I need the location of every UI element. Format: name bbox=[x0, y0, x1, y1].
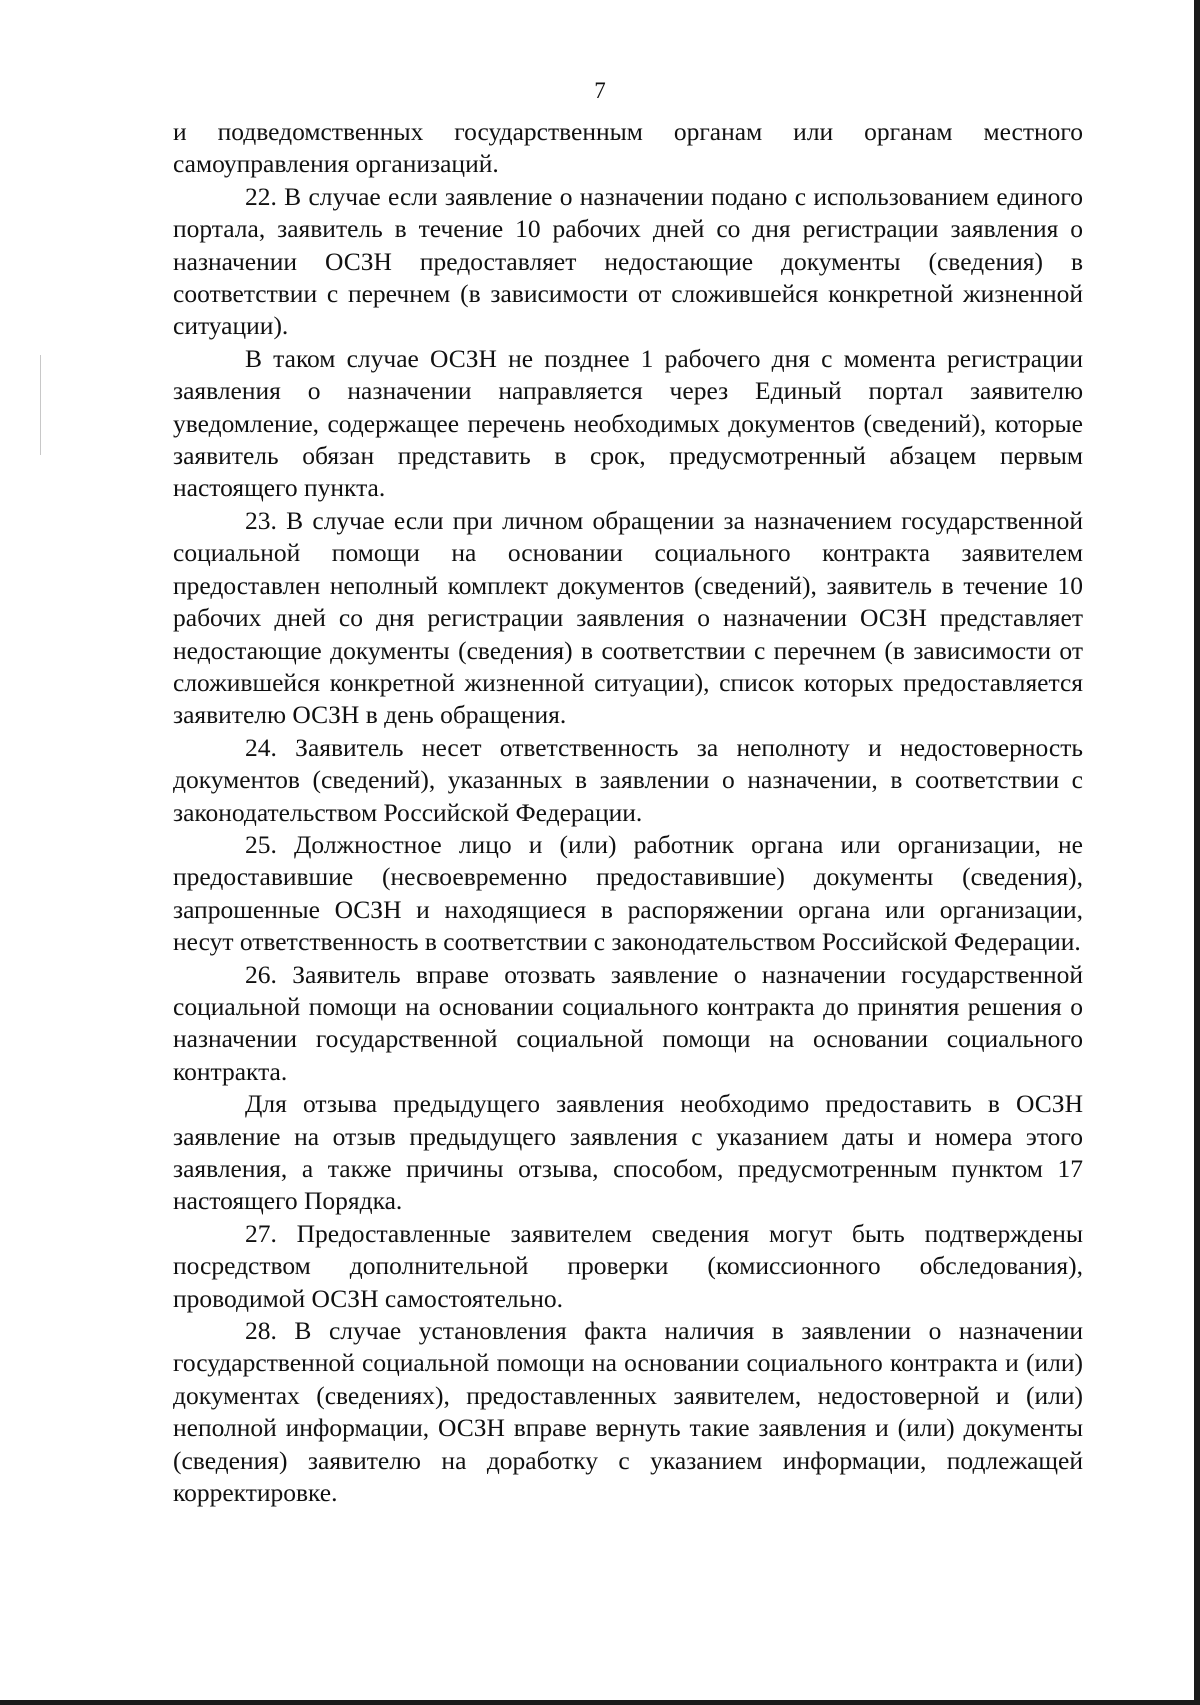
paragraph-26-withdrawal: Для отзыва предыдущего заявления необходимо предоставить в ОСЗН заявление на отзыв предыдущего заявления с указанием даты и номера этого заявления, а также причины отзыва, способом, предусмотренным пунктом 17 настоящего Порядка. bbox=[173, 1089, 1083, 1216]
margin-rule bbox=[40, 355, 41, 455]
paragraph-25: 25. Должностное лицо и (или) работник органа или организации, не предоставившие (несвоевременно предоставившие) документы (сведения), запрошенные ОСЗН и находящиеся в распоряжении органа или организации, несут ответственность в соответствии с законодательством Российской Федерации. bbox=[173, 829, 1083, 957]
paragraph-27: 27. Предоставленные заявителем сведения могут быть подтверждены посредством дополнительной проверки (комиссионного обследования), проводимой ОСЗН самостоятельно. bbox=[173, 1218, 1083, 1313]
document-body bbox=[173, 116, 1083, 1509]
scan-edge-right bbox=[1194, 0, 1200, 1705]
page-number: 7 bbox=[594, 78, 606, 103]
paragraph-continuation: и подведомственных государственным органам или органам местного самоуправления организаций. bbox=[173, 117, 1083, 179]
paragraph-24: 24. Заявитель несет ответственность за неполноту и недостоверность документов (сведений), указанных в заявлении о назначении, в соответствии с законодательством Российской Федерации. bbox=[173, 732, 1083, 827]
paragraph-22-notification: В таком случае ОСЗН не позднее 1 рабочего дня с момента регистрации заявления о назначении направляется через Единый портал заявителю уведомление, содержащее перечень необходимых документов (сведений), которые заявитель обязан представить в срок, предусмотренный абзацем первым настоящего пункта. bbox=[173, 343, 1083, 503]
paragraph-26: 26. Заявитель вправе отозвать заявление о назначении государственной социальной помощи на основании социального контракта до принятия решения о назначении государственной социальной помощи на основании социального контракта. bbox=[173, 959, 1083, 1086]
scan-edge-bottom bbox=[0, 1700, 1200, 1705]
paragraph-28: 28. В случае установления факта наличия в заявлении о назначении государственной социальной помощи на основании социального контракта и (или) документах (сведениях), предоставленных заявителем, недостоверной и (или) неполной информации, ОСЗН вправе вернуть такие заявления и (или) документы (сведения) заявителю на доработку с указанием информации, подлежащей корректировке. bbox=[173, 1316, 1083, 1508]
paragraph-23: 23. В случае если при личном обращении за назначением государственной социальной помощи на основании социального контракта заявителем предоставлен неполный комплект документов (сведений), заявитель в течение 10 рабочих дней со дня регистрации заявления о назначении ОСЗН представляет недостающие документы (сведения) в соответствии с перечнем (в зависимости от сложившейся конкретной жизненной ситуации), список которых предоставляется заявителю ОСЗН в день обращения. bbox=[173, 505, 1083, 730]
paragraph-22: 22. В случае если заявление о назначении подано с использованием единого портала, заявитель в течение 10 рабочих дней со дня регистрации заявления о назначении ОСЗН предоставляет недостающие документы (сведения) в соответствии с перечнем (в зависимости от сложившейся конкретной жизненной ситуации). bbox=[173, 181, 1083, 341]
